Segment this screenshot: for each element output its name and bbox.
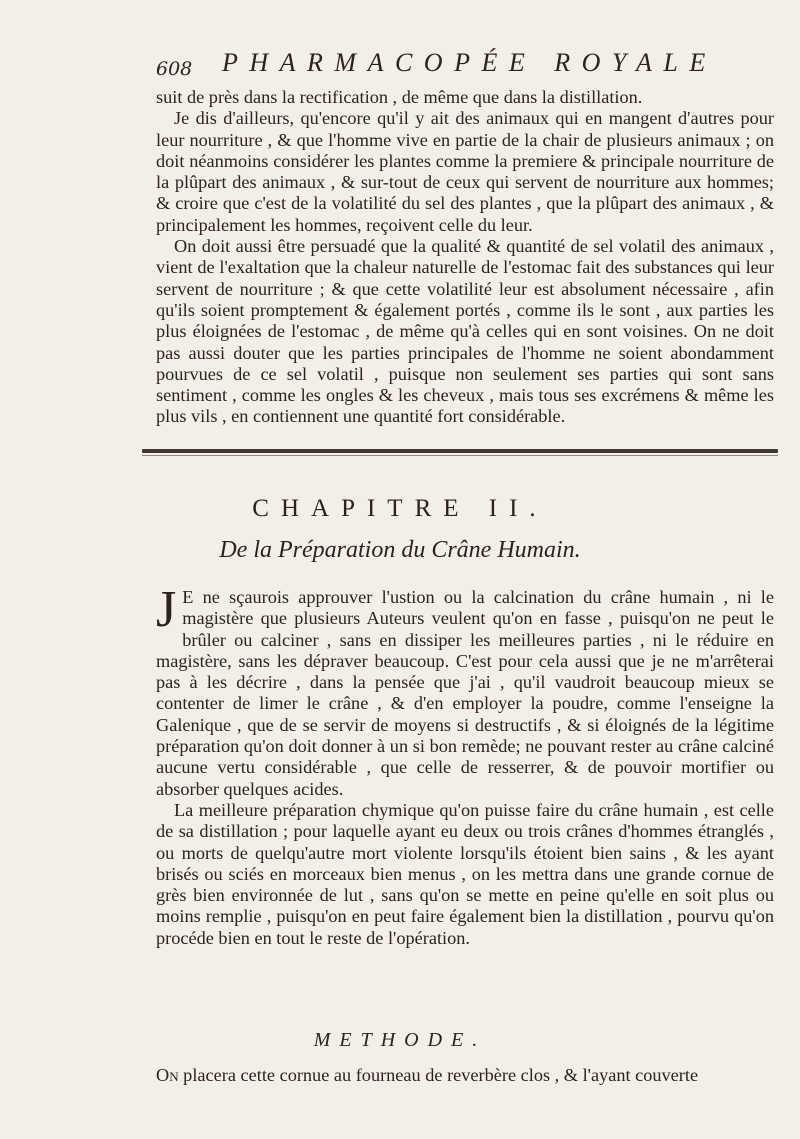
paragraph: suit de près dans la rectification , de même que dans la distillation. xyxy=(156,87,643,107)
methode-first-line xyxy=(156,1065,796,1086)
methode-first-word: On xyxy=(156,1065,179,1085)
chapter-divider-hairline xyxy=(142,455,778,456)
paragraph xyxy=(156,581,774,800)
drop-cap: J xyxy=(156,581,177,638)
paragraph: Je dis d'ailleurs, qu'encore qu'il y ait des animaux qui en mangent d'autres pour leur nourriture , & que l'homme vive en partie de la chair de plusieurs animaux ; on doit néanmoins considérer les plantes comme la premiere & principale nourriture de la plûpart des animaux , & sur-tout de ceux qui servent de nourriture aux hommes; & croire que c'est de la volatilité du sel des plantes , que la plûpart des animaux , & principalement les hommes, reçoivent celle du leur. xyxy=(156,108,774,235)
methode-line-text: placera cette cornue au fourneau de reverbère clos , & l'ayant couverte xyxy=(183,1065,699,1085)
running-head xyxy=(0,48,800,78)
paragraph-text: E ne sçaurois approuver l'ustion ou la calcination du crâne humain , ni le magistère que plusieurs Auteurs veulent qu'on en fasse , puisqu'on ne peut le brûler ou calciner , sans en dissiper les meilleures parties , ni le réduire en magistère, sans les dépraver beaucoup. C'est pour cela aussi que je ne m'arrêterai pas à les décrire , dans la pensée que j'ai , qu'il vaudroit beaucoup mieux se contenter de limer le crâne , & d'en employer la poudre, comme l'enseigne la Galenique , que de se servir de moyens si destructifs , & si éloignés de la légitime préparation qu'on doit donner à un si bon remède; ne pouvant rester au crâne calciné aucune vertu considérable , que celle de resserrer, & de pouvoir mortifier ou absorber quelques acides. xyxy=(156,587,774,799)
top-text-block xyxy=(156,87,774,428)
chapter-text-block xyxy=(156,581,774,949)
page-number: 608 xyxy=(156,58,193,80)
chapter-divider xyxy=(142,449,778,453)
chapter-title: De la Préparation du Crâne Humain. xyxy=(219,537,581,563)
chapter-heading: CHAPITRE II. xyxy=(252,495,548,522)
paragraph: La meilleure préparation chymique qu'on puisse faire du crâne humain , est celle de sa distillation ; pour laquelle ayant eu deux ou trois crânes d'hommes étranglés , ou morts de quelqu'autre mort violente lorsqu'ils étoient bien sains , & les ayant brisés ou sciés en morceaux bien menus , on les mettra dans une grande cornue de grès bien environnée de lut , sans qu'on se mette en peine qu'elle en soit plus ou moins remplie , puisqu'on en peut faire également bien la distillation , pourvu qu'on procéde bien en tout le reste de l'opération. xyxy=(156,799,774,948)
methode-heading: METHODE. xyxy=(313,1029,487,1051)
paragraph: On doit aussi être persuadé que la qualité & quantité de sel volatil des animaux , vient de l'exaltation que la chaleur naturelle de l'estomac fait des substances qui leur servent de nourriture ; & que cette volatilité leur est absolument nécessaire , afin qu'ils soient promptement & également portés , comme ils le sont , aux parties les plus éloignées de l'estomac , de même qu'à celles qui en sont voisines. On ne doit pas aussi douter que les parties principales de l'homme ne soient abondamment pourvues de ce sel volatil , puisque non seulement ses parties qui sont sans sentiment , comme les ongles & les cheveux , mais tous ses excrémens & même les plus vils , en contiennent une quantité fort considérable. xyxy=(156,236,774,427)
running-title: PHARMACOPÉE ROYALE xyxy=(222,48,717,77)
